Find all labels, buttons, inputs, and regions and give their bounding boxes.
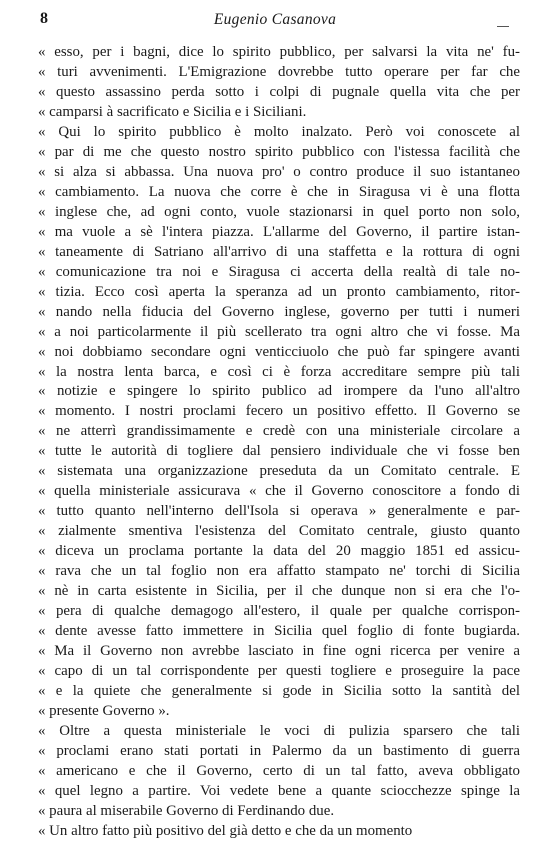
text-line: « pera di qualche demagogo all'estero, il quale per qualche corrispon- [38, 603, 520, 620]
text-line: « Oltre a questa ministeriale le voci di pulizia sparsero che tali [38, 722, 520, 739]
text-line: « quel legno a partire. Voi vedete bene a quante sciocchezze spinge la [38, 782, 520, 799]
page-header [0, 0, 550, 40]
text-line: « tizia. Ecco così aperta la speranza ad un pronto cambiamento, ritor- [38, 283, 520, 300]
text-line: « questo assassino perda sotto i colpi di pugnale quella vita che per [38, 83, 520, 100]
running-head: Eugenio Casanova [213, 11, 337, 28]
text-line: « par di me che questo nostro spirito pubblico con l'istessa facilità che [38, 143, 520, 160]
text-line: « notizie e spingere lo spirito publico ad irompere da l'uno all'altro [38, 383, 520, 400]
text-line: « proclami erano stati portati in Palermo da un bastimento di guerra [38, 742, 520, 759]
text-line: « zialmente smentiva l'esistenza del Comitato centrale, giusto quanto [38, 523, 520, 540]
text-line: « comunicazione tra noi e Siragusa ci accerta della realtà di tale no- [38, 263, 520, 280]
text-line: « a noi particolarmente il più scellerato tra ogni altro che vi fosse. Ma [38, 323, 520, 340]
text-line: « cambiamento. La nuova che corre è che in Siragusa vi è una flotta [38, 183, 520, 200]
text-line: « ma vuole a sè l'intera piazza. L'allarme del Governo, il partire istan- [38, 223, 520, 240]
text-line: « americano e che il Governo, certo di un tal fatto, aveva obbligato [38, 762, 520, 779]
text-line: « ne atterrì grandissimamente e credè con una ministeriale circolare a [38, 423, 520, 440]
text-line: « Un altro fatto più positivo del già detto e che da un momento [38, 822, 413, 839]
page-number: 8 [40, 10, 48, 27]
text-line: « camparsi à sacrificato e Sicilia e i Siciliani. [38, 103, 307, 120]
text-line: « e la quiete che generalmente si gode in Sicilia sotto la santità del [38, 683, 520, 699]
text-line: « turi avvenimenti. L'Emigrazione dovrebbe tutto operare per far che [38, 63, 520, 80]
text-line: « tutte le autorità di togliere dal pensiero individuale che vi fosse ben [38, 443, 520, 460]
text-line: « nando nella fiducia del Governo inglese, governo per tutti i numeri [38, 303, 520, 320]
text-line: « si alza si abbassa. Una nuova pro' o contro produce il suo istantaneo [38, 163, 520, 180]
text-line: « esso, per i bagni, dice lo spirito pubblico, per salvarsi la vita ne' fu- [38, 44, 520, 60]
body-text [38, 43, 520, 842]
text-line: « momento. I nostri proclami fecero un positivo effetto. Il Governo se [38, 403, 520, 420]
text-line: « presente Governo ». [38, 702, 170, 719]
text-line: « paura al miserabile Governo di Ferdinando due. [38, 802, 335, 819]
text-line: « dente avesse fatto immettere in Sicilia quel foglio di fonte bugiarda. [38, 623, 520, 640]
header-rule-mark [497, 26, 509, 27]
text-line: « la nostra lenta barca, e così ci è forza accreditare sempre più tali [38, 363, 520, 380]
text-line: « capo di un tal corrispondente per questi togliere e proseguire la pace [38, 663, 520, 680]
text-line: « quella ministeriale assicurava « che il Governo conoscitore a fondo di [38, 483, 520, 500]
text-line: « nè in carta esistente in Sicilia, per il che dunque non si era che l'o- [38, 583, 520, 600]
text-line: « sistemata una organizzazione preseduta da un Comitato centrale. E [38, 463, 520, 480]
text-line: « taneamente di Satriano all'arrivo di una staffetta e la rottura di ogni [38, 243, 520, 260]
text-line: « Qui lo spirito pubblico è molto inalzato. Però voi conoscete al [38, 123, 520, 140]
text-line: « noi dobbiamo secondare ogni venticciuolo che può far spingere avanti [38, 343, 520, 360]
text-line: « Ma il Governo non avrebbe lasciato in fine ogni ricerca per venire a [38, 643, 520, 660]
text-line: « tutto quanto nell'interno dell'Isola si operava » generalmente e par- [38, 503, 520, 520]
text-line: « diceva un proclama portante la data del 20 maggio 1851 ed assicu- [38, 543, 520, 560]
text-line: « inglese che, ad ogni conto, vuole stazionarsi in quel porto non solo, [38, 203, 520, 220]
text-line: « rava che un tal foglio non era affatto stampato ne' torchi di Sicilia [38, 563, 520, 580]
